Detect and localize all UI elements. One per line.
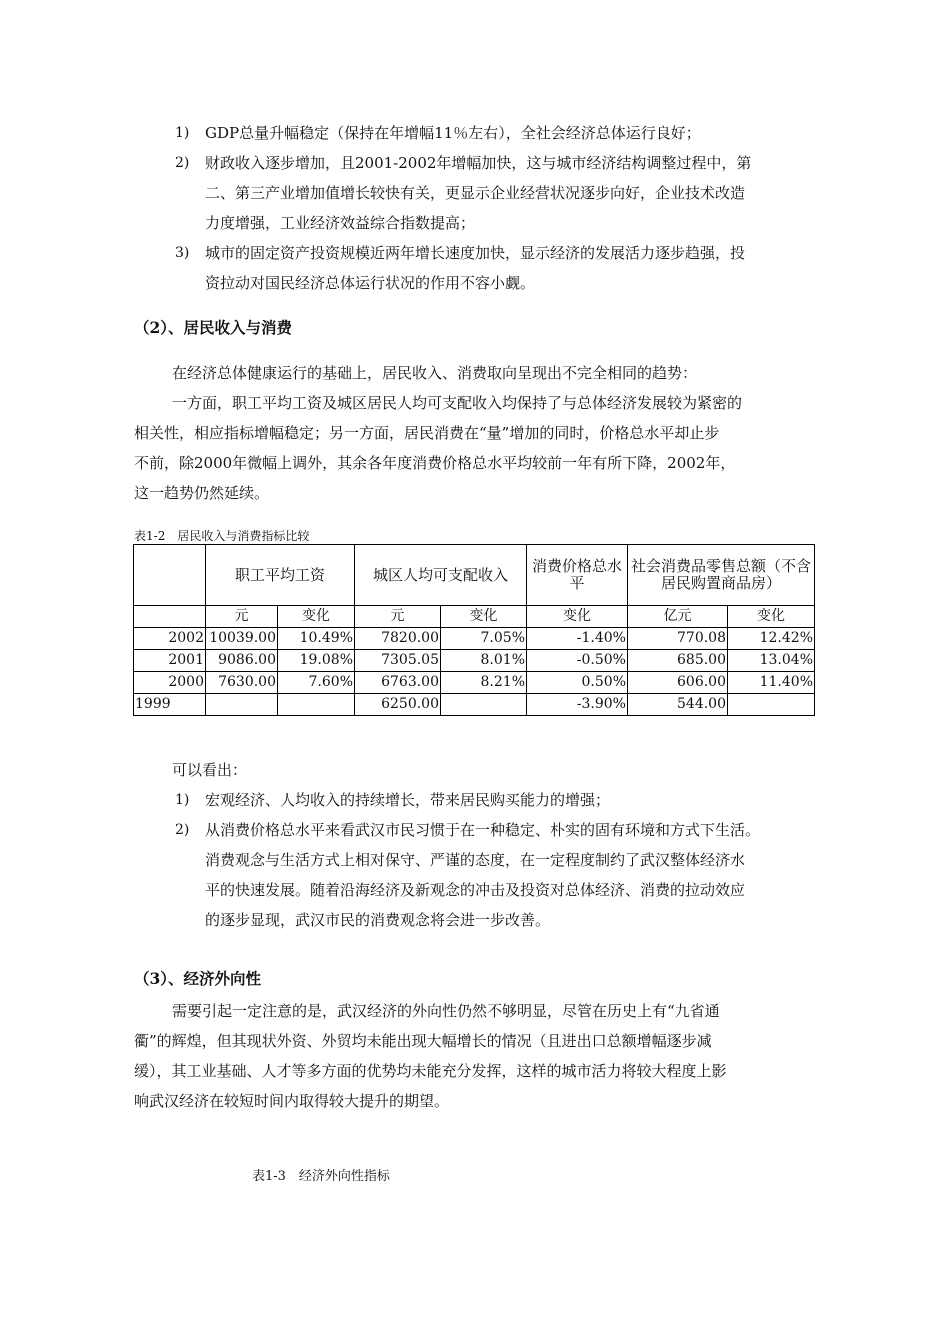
income-consumption-table	[133, 544, 815, 716]
list-number: 1)	[175, 125, 190, 141]
list-item-text: GDP总量升幅稳定（保持在年增幅11％左右），全社会经济总体运行良好；	[205, 124, 701, 142]
list-item-text: 从消费价格总水平来看武汉市民习惯于在一种稳定、朴实的固有环境和方式下生活。	[205, 821, 761, 839]
table-cell: 10039.00	[206, 628, 278, 650]
table-cell: 7630.00	[206, 672, 278, 694]
list-item-text: 力度增强，工业经济效益综合指数提高；	[205, 214, 476, 232]
table-cell: 10.49%	[278, 628, 355, 650]
paragraph-line: 一方面，职工平均工资及城区居民人均可支配收入均保持了与总体经济发展较为紧密的	[172, 394, 743, 412]
table-cell: 7305.05	[355, 650, 441, 672]
table-caption: 表1-2 居民收入与消费指标比较	[134, 529, 310, 543]
table-cell	[278, 694, 355, 716]
table-cell: 8.21%	[441, 672, 527, 694]
unit-cell: 变化	[441, 606, 527, 628]
table-cell	[206, 694, 278, 716]
column-group-header: 城区人均可支配收入	[355, 545, 527, 606]
table-cell	[728, 694, 815, 716]
table-cell: -3.90%	[527, 694, 628, 716]
table-cell: -1.40%	[527, 628, 628, 650]
table-cell: 12.42%	[728, 628, 815, 650]
year-cell: 2001	[134, 650, 206, 672]
table-row	[134, 650, 815, 672]
list-number: 3)	[175, 245, 190, 261]
paragraph-line: 在经济总体健康运行的基础上，居民收入、消费取向呈现出不完全相同的趋势：	[172, 364, 698, 382]
table-cell: 13.04%	[728, 650, 815, 672]
table-cell: 7820.00	[355, 628, 441, 650]
table-corner-cell	[134, 545, 206, 606]
column-group-header: 消费价格总水平	[527, 545, 628, 606]
table-cell: 6250.00	[355, 694, 441, 716]
table-unit-row	[134, 606, 815, 628]
table-cell: 11.40%	[728, 672, 815, 694]
table-cell: 8.01%	[441, 650, 527, 672]
column-group-header: 社会消费品零售总额（不含居民购置商品房）	[628, 545, 815, 606]
table-cell: -0.50%	[527, 650, 628, 672]
table-cell: 0.50%	[527, 672, 628, 694]
year-cell: 1999	[134, 694, 206, 716]
table-header-row	[134, 545, 815, 606]
table-cell: 7.60%	[278, 672, 355, 694]
list-item-text: 资拉动对国民经济总体运行状况的作用不容小觑。	[205, 274, 536, 292]
list-item-text: 平的快速发展。随着沿海经济及新观念的冲击及投资对总体经济、消费的拉动效应	[205, 881, 746, 899]
table-row	[134, 672, 815, 694]
table-cell: 685.00	[628, 650, 728, 672]
paragraph-line: 不前，除2000年微幅上调外，其余各年度消费价格总水平均较前一年有所下降，2002年，	[134, 454, 736, 472]
paragraph-line: 可以看出：	[172, 761, 248, 779]
list-number: 1)	[175, 792, 190, 808]
paragraph-line: 响武汉经济在较短时间内取得较大提升的期望。	[134, 1092, 450, 1110]
table-cell: 9086.00	[206, 650, 278, 672]
table-cell: 19.08%	[278, 650, 355, 672]
unit-cell: 变化	[527, 606, 628, 628]
table-cell: 6763.00	[355, 672, 441, 694]
table-cell	[134, 606, 206, 628]
paragraph-line: 衢”的辉煌，但其现状外资、外贸均未能出现大幅增长的情况（且进出口总额增幅逐步减	[134, 1032, 712, 1050]
unit-cell: 变化	[278, 606, 355, 628]
table-caption: 表1-3 经济外向性指标	[252, 1169, 390, 1184]
list-number: 2)	[175, 822, 190, 838]
table-row	[134, 694, 815, 716]
unit-cell: 变化	[728, 606, 815, 628]
section-heading: （3）、经济外向性	[134, 969, 262, 988]
section-heading: （2）、居民收入与消费	[134, 318, 293, 337]
table-cell: 544.00	[628, 694, 728, 716]
table-cell: 7.05%	[441, 628, 527, 650]
column-group-header: 职工平均工资	[206, 545, 355, 606]
unit-cell: 元	[355, 606, 441, 628]
table-row	[134, 628, 815, 650]
paragraph-line: 相关性，相应指标增幅稳定；另一方面，居民消费在“量”增加的同时，价格总水平却止步	[134, 424, 720, 442]
paragraph-line: 这一趋势仍然延续。	[134, 484, 270, 502]
paragraph-line: 需要引起一定注意的是，武汉经济的外向性仍然不够明显，尽管在历史上有“九省通	[172, 1002, 720, 1020]
list-number: 2)	[175, 155, 190, 171]
list-item-text: 宏观经济、人均收入的持续增长，带来居民购买能力的增强；	[205, 791, 611, 809]
table-cell	[441, 694, 527, 716]
list-item-text: 财政收入逐步增加，且2001-2002年增幅加快，这与城市经济结构调整过程中，第	[205, 154, 752, 172]
unit-cell: 亿元	[628, 606, 728, 628]
table-cell: 770.08	[628, 628, 728, 650]
table-cell: 606.00	[628, 672, 728, 694]
list-item-text: 二、第三产业增加值增长较快有关，更显示企业经营状况逐步向好，企业技术改造	[205, 184, 746, 202]
year-cell: 2002	[134, 628, 206, 650]
list-item-text: 的逐步显现，武汉市民的消费观念将会进一步改善。	[205, 911, 551, 929]
list-item-text: 城市的固定资产投资规模近两年增长速度加快，显示经济的发展活力逐步趋强，投	[205, 244, 746, 262]
paragraph-line: 缓），其工业基础、人才等多方面的优势均未能充分发挥，这样的城市活力将较大程度上影	[134, 1062, 727, 1080]
year-cell: 2000	[134, 672, 206, 694]
unit-cell: 元	[206, 606, 278, 628]
list-item-text: 消费观念与生活方式上相对保守、严谨的态度，在一定程度制约了武汉整体经济水	[205, 851, 746, 869]
